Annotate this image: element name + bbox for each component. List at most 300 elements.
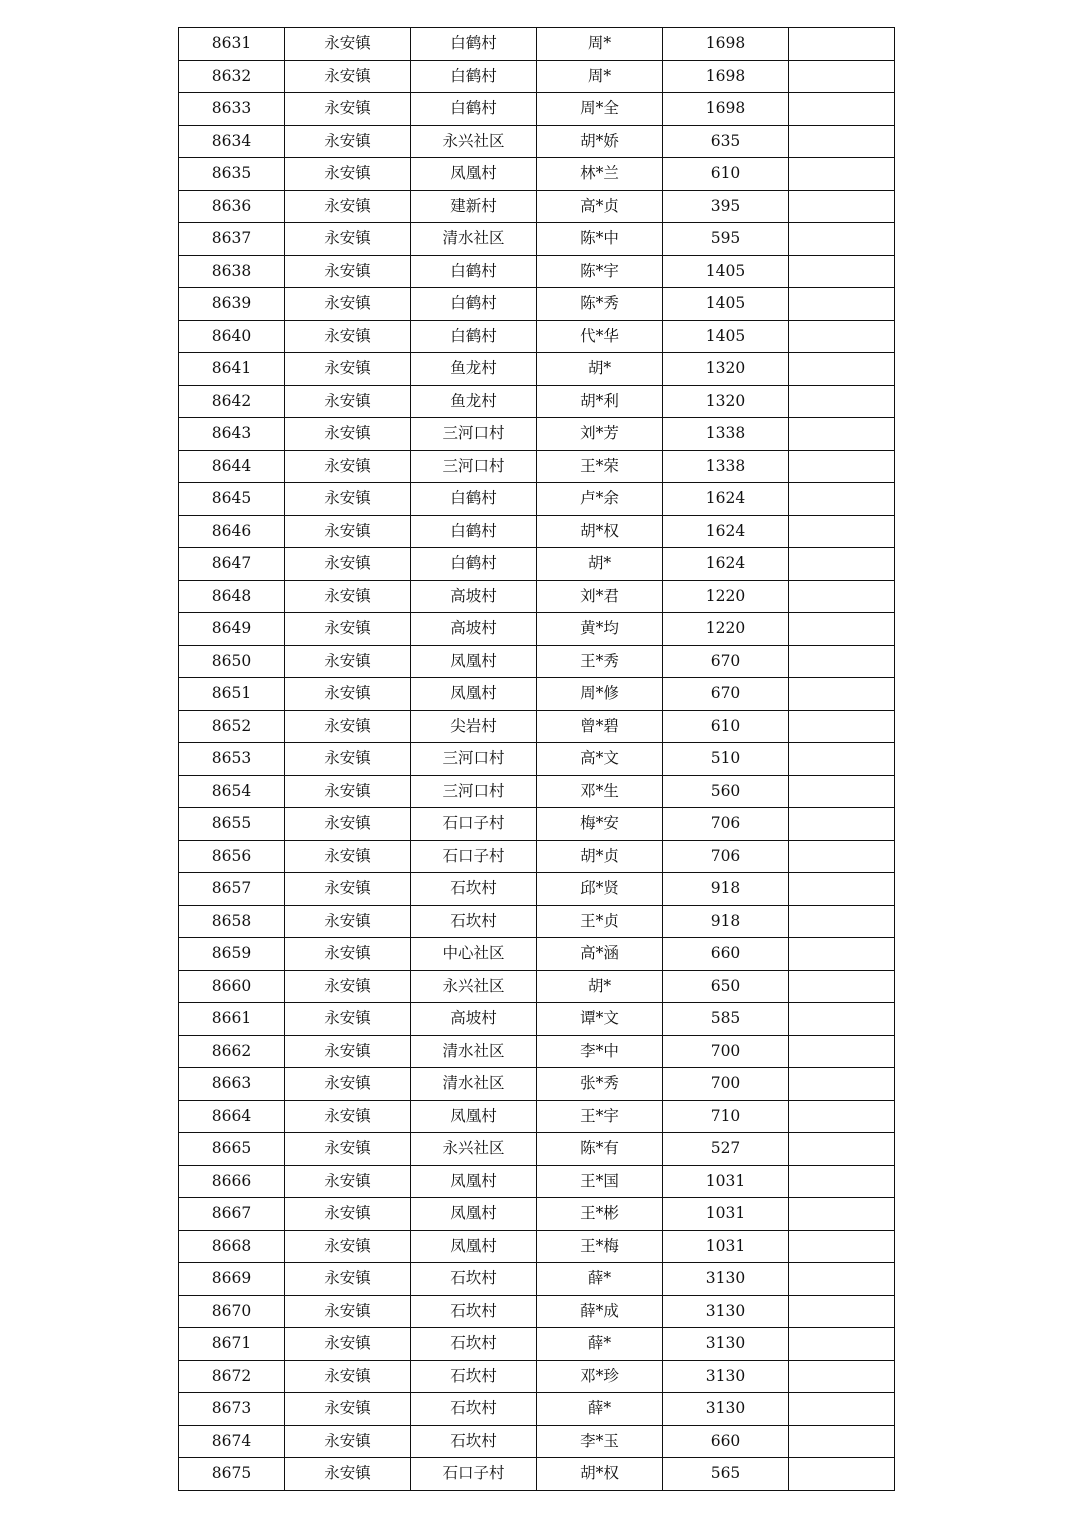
table-row: [179, 450, 895, 483]
serial-cell: 8674: [179, 1425, 285, 1458]
amount-cell: 527: [663, 1133, 789, 1166]
village-cell: 石坎村: [411, 1295, 537, 1328]
remark-cell: [789, 1425, 895, 1458]
village-cell: 石坎村: [411, 1393, 537, 1426]
table-row: [179, 1393, 895, 1426]
serial-cell: 8675: [179, 1458, 285, 1491]
serial-cell: 8664: [179, 1100, 285, 1133]
remark-cell: [789, 1458, 895, 1491]
village-cell: 清水社区: [411, 223, 537, 256]
amount-cell: 660: [663, 938, 789, 971]
remark-cell: [789, 158, 895, 191]
town-cell: 永安镇: [285, 1295, 411, 1328]
remark-cell: [789, 1035, 895, 1068]
remark-cell: [789, 1133, 895, 1166]
remark-cell: [789, 353, 895, 386]
remark-cell: [789, 1295, 895, 1328]
remark-cell: [789, 28, 895, 61]
name-cell: 陈*宇: [537, 255, 663, 288]
table-row: [179, 743, 895, 776]
amount-cell: 1220: [663, 613, 789, 646]
town-cell: 永安镇: [285, 223, 411, 256]
village-cell: 石坎村: [411, 873, 537, 906]
name-cell: 王*秀: [537, 645, 663, 678]
table-row: [179, 93, 895, 126]
town-cell: 永安镇: [285, 613, 411, 646]
village-cell: 中心社区: [411, 938, 537, 971]
amount-cell: 3130: [663, 1360, 789, 1393]
town-cell: 永安镇: [285, 1263, 411, 1296]
serial-cell: 8640: [179, 320, 285, 353]
table-row: [179, 1458, 895, 1491]
village-cell: 白鹤村: [411, 288, 537, 321]
town-cell: 永安镇: [285, 678, 411, 711]
serial-cell: 8660: [179, 970, 285, 1003]
remark-cell: [789, 1003, 895, 1036]
amount-cell: 918: [663, 905, 789, 938]
town-cell: 永安镇: [285, 1198, 411, 1231]
remark-cell: [789, 808, 895, 841]
amount-cell: 1031: [663, 1165, 789, 1198]
remark-cell: [789, 775, 895, 808]
serial-cell: 8656: [179, 840, 285, 873]
table-row: [179, 515, 895, 548]
name-cell: 周*: [537, 28, 663, 61]
town-cell: 永安镇: [285, 1360, 411, 1393]
amount-cell: 670: [663, 678, 789, 711]
table-row: [179, 678, 895, 711]
village-cell: 石坎村: [411, 1328, 537, 1361]
remark-cell: [789, 93, 895, 126]
village-cell: 鱼龙村: [411, 353, 537, 386]
amount-cell: 3130: [663, 1328, 789, 1361]
table-row: [179, 905, 895, 938]
village-cell: 鱼龙村: [411, 385, 537, 418]
name-cell: 王*梅: [537, 1230, 663, 1263]
village-cell: 凤凰村: [411, 678, 537, 711]
town-cell: 永安镇: [285, 28, 411, 61]
village-cell: 三河口村: [411, 743, 537, 776]
name-cell: 胡*权: [537, 515, 663, 548]
village-cell: 清水社区: [411, 1035, 537, 1068]
village-cell: 石坎村: [411, 1360, 537, 1393]
remark-cell: [789, 60, 895, 93]
table-row: [179, 613, 895, 646]
name-cell: 陈*中: [537, 223, 663, 256]
table-row: [179, 385, 895, 418]
town-cell: 永安镇: [285, 548, 411, 581]
town-cell: 永安镇: [285, 93, 411, 126]
village-cell: 凤凰村: [411, 158, 537, 191]
serial-cell: 8636: [179, 190, 285, 223]
remark-cell: [789, 580, 895, 613]
serial-cell: 8638: [179, 255, 285, 288]
serial-cell: 8646: [179, 515, 285, 548]
name-cell: 胡*权: [537, 1458, 663, 1491]
table-row: [179, 1295, 895, 1328]
amount-cell: 1624: [663, 483, 789, 516]
village-cell: 高坡村: [411, 613, 537, 646]
name-cell: 邱*贤: [537, 873, 663, 906]
serial-cell: 8658: [179, 905, 285, 938]
table-row: [179, 1003, 895, 1036]
serial-cell: 8647: [179, 548, 285, 581]
village-cell: 凤凰村: [411, 1165, 537, 1198]
remark-cell: [789, 1165, 895, 1198]
name-cell: 高*贞: [537, 190, 663, 223]
table-row: [179, 1263, 895, 1296]
name-cell: 胡*贞: [537, 840, 663, 873]
remark-cell: [789, 1230, 895, 1263]
amount-cell: 710: [663, 1100, 789, 1133]
remark-cell: [789, 678, 895, 711]
town-cell: 永安镇: [285, 1393, 411, 1426]
town-cell: 永安镇: [285, 580, 411, 613]
town-cell: 永安镇: [285, 385, 411, 418]
serial-cell: 8668: [179, 1230, 285, 1263]
serial-cell: 8669: [179, 1263, 285, 1296]
table-row: [179, 938, 895, 971]
remark-cell: [789, 905, 895, 938]
serial-cell: 8644: [179, 450, 285, 483]
village-cell: 凤凰村: [411, 1230, 537, 1263]
town-cell: 永安镇: [285, 1068, 411, 1101]
table-row: [179, 223, 895, 256]
serial-cell: 8634: [179, 125, 285, 158]
amount-cell: 700: [663, 1035, 789, 1068]
serial-cell: 8663: [179, 1068, 285, 1101]
remark-cell: [789, 970, 895, 1003]
remark-cell: [789, 255, 895, 288]
village-cell: 白鹤村: [411, 483, 537, 516]
amount-cell: 1031: [663, 1230, 789, 1263]
town-cell: 永安镇: [285, 938, 411, 971]
serial-cell: 8631: [179, 28, 285, 61]
name-cell: 胡*: [537, 548, 663, 581]
remark-cell: [789, 1100, 895, 1133]
village-cell: 石口子村: [411, 840, 537, 873]
village-cell: 三河口村: [411, 418, 537, 451]
amount-cell: 1320: [663, 353, 789, 386]
table-row: [179, 645, 895, 678]
town-cell: 永安镇: [285, 840, 411, 873]
town-cell: 永安镇: [285, 125, 411, 158]
table-row: [179, 1328, 895, 1361]
table-row: [179, 1133, 895, 1166]
town-cell: 永安镇: [285, 1165, 411, 1198]
serial-cell: 8652: [179, 710, 285, 743]
town-cell: 永安镇: [285, 1425, 411, 1458]
village-cell: 高坡村: [411, 580, 537, 613]
village-cell: 凤凰村: [411, 1198, 537, 1231]
table-row: [179, 288, 895, 321]
serial-cell: 8662: [179, 1035, 285, 1068]
amount-cell: 706: [663, 808, 789, 841]
village-cell: 石口子村: [411, 1458, 537, 1491]
town-cell: 永安镇: [285, 873, 411, 906]
table-body: [179, 28, 895, 1491]
remark-cell: [789, 873, 895, 906]
name-cell: 林*兰: [537, 158, 663, 191]
serial-cell: 8632: [179, 60, 285, 93]
table-row: [179, 125, 895, 158]
town-cell: 永安镇: [285, 905, 411, 938]
serial-cell: 8639: [179, 288, 285, 321]
name-cell: 周*修: [537, 678, 663, 711]
table-row: [179, 775, 895, 808]
name-cell: 胡*: [537, 970, 663, 1003]
town-cell: 永安镇: [285, 60, 411, 93]
amount-cell: 610: [663, 710, 789, 743]
serial-cell: 8641: [179, 353, 285, 386]
amount-cell: 1624: [663, 515, 789, 548]
remark-cell: [789, 1198, 895, 1231]
amount-cell: 635: [663, 125, 789, 158]
name-cell: 薛*成: [537, 1295, 663, 1328]
town-cell: 永安镇: [285, 353, 411, 386]
amount-cell: 560: [663, 775, 789, 808]
name-cell: 谭*文: [537, 1003, 663, 1036]
remark-cell: [789, 840, 895, 873]
remark-cell: [789, 450, 895, 483]
name-cell: 卢*余: [537, 483, 663, 516]
village-cell: 永兴社区: [411, 125, 537, 158]
town-cell: 永安镇: [285, 710, 411, 743]
town-cell: 永安镇: [285, 158, 411, 191]
amount-cell: 395: [663, 190, 789, 223]
amount-cell: 700: [663, 1068, 789, 1101]
serial-cell: 8654: [179, 775, 285, 808]
town-cell: 永安镇: [285, 1100, 411, 1133]
amount-cell: 650: [663, 970, 789, 1003]
serial-cell: 8657: [179, 873, 285, 906]
table-row: [179, 548, 895, 581]
serial-cell: 8665: [179, 1133, 285, 1166]
remark-cell: [789, 125, 895, 158]
table-row: [179, 353, 895, 386]
table-row: [179, 1230, 895, 1263]
name-cell: 邓*生: [537, 775, 663, 808]
town-cell: 永安镇: [285, 970, 411, 1003]
village-cell: 凤凰村: [411, 645, 537, 678]
serial-cell: 8643: [179, 418, 285, 451]
village-cell: 石口子村: [411, 808, 537, 841]
remark-cell: [789, 645, 895, 678]
amount-cell: 510: [663, 743, 789, 776]
amount-cell: 1338: [663, 418, 789, 451]
table-row: [179, 710, 895, 743]
amount-cell: 1624: [663, 548, 789, 581]
serial-cell: 8645: [179, 483, 285, 516]
town-cell: 永安镇: [285, 320, 411, 353]
amount-cell: 595: [663, 223, 789, 256]
serial-cell: 8667: [179, 1198, 285, 1231]
village-cell: 永兴社区: [411, 1133, 537, 1166]
village-cell: 高坡村: [411, 1003, 537, 1036]
remark-cell: [789, 710, 895, 743]
data-table: [178, 27, 895, 1491]
name-cell: 高*涵: [537, 938, 663, 971]
remark-cell: [789, 483, 895, 516]
remark-cell: [789, 223, 895, 256]
table-row: [179, 158, 895, 191]
amount-cell: 1405: [663, 255, 789, 288]
town-cell: 永安镇: [285, 515, 411, 548]
village-cell: 白鹤村: [411, 28, 537, 61]
amount-cell: 670: [663, 645, 789, 678]
village-cell: 建新村: [411, 190, 537, 223]
village-cell: 白鹤村: [411, 320, 537, 353]
village-cell: 白鹤村: [411, 515, 537, 548]
table-row: [179, 320, 895, 353]
name-cell: 周*全: [537, 93, 663, 126]
table-row: [179, 808, 895, 841]
amount-cell: 585: [663, 1003, 789, 1036]
town-cell: 永安镇: [285, 645, 411, 678]
name-cell: 邓*珍: [537, 1360, 663, 1393]
name-cell: 周*: [537, 60, 663, 93]
name-cell: 李*玉: [537, 1425, 663, 1458]
remark-cell: [789, 288, 895, 321]
amount-cell: 918: [663, 873, 789, 906]
table-row: [179, 873, 895, 906]
serial-cell: 8661: [179, 1003, 285, 1036]
village-cell: 石坎村: [411, 1263, 537, 1296]
name-cell: 刘*君: [537, 580, 663, 613]
name-cell: 薛*: [537, 1328, 663, 1361]
town-cell: 永安镇: [285, 1458, 411, 1491]
name-cell: 梅*安: [537, 808, 663, 841]
name-cell: 刘*芳: [537, 418, 663, 451]
remark-cell: [789, 1393, 895, 1426]
name-cell: 胡*娇: [537, 125, 663, 158]
amount-cell: 1405: [663, 320, 789, 353]
town-cell: 永安镇: [285, 288, 411, 321]
serial-cell: 8637: [179, 223, 285, 256]
name-cell: 王*贞: [537, 905, 663, 938]
name-cell: 高*文: [537, 743, 663, 776]
remark-cell: [789, 320, 895, 353]
table-row: [179, 1425, 895, 1458]
table-row: [179, 1165, 895, 1198]
name-cell: 黄*均: [537, 613, 663, 646]
remark-cell: [789, 1068, 895, 1101]
village-cell: 永兴社区: [411, 970, 537, 1003]
town-cell: 永安镇: [285, 418, 411, 451]
serial-cell: 8659: [179, 938, 285, 971]
amount-cell: 3130: [663, 1295, 789, 1328]
remark-cell: [789, 743, 895, 776]
amount-cell: 1320: [663, 385, 789, 418]
table-row: [179, 840, 895, 873]
serial-cell: 8673: [179, 1393, 285, 1426]
village-cell: 石坎村: [411, 905, 537, 938]
name-cell: 王*荣: [537, 450, 663, 483]
amount-cell: 1698: [663, 28, 789, 61]
amount-cell: 1698: [663, 60, 789, 93]
town-cell: 永安镇: [285, 450, 411, 483]
town-cell: 永安镇: [285, 1035, 411, 1068]
name-cell: 薛*: [537, 1393, 663, 1426]
amount-cell: 1031: [663, 1198, 789, 1231]
amount-cell: 610: [663, 158, 789, 191]
town-cell: 永安镇: [285, 775, 411, 808]
town-cell: 永安镇: [285, 1003, 411, 1036]
name-cell: 张*秀: [537, 1068, 663, 1101]
table-row: [179, 1360, 895, 1393]
remark-cell: [789, 1328, 895, 1361]
remark-cell: [789, 613, 895, 646]
name-cell: 薛*: [537, 1263, 663, 1296]
table-row: [179, 60, 895, 93]
remark-cell: [789, 1263, 895, 1296]
serial-cell: 8633: [179, 93, 285, 126]
name-cell: 曾*碧: [537, 710, 663, 743]
village-cell: 白鹤村: [411, 93, 537, 126]
remark-cell: [789, 1360, 895, 1393]
amount-cell: 1338: [663, 450, 789, 483]
serial-cell: 8635: [179, 158, 285, 191]
serial-cell: 8655: [179, 808, 285, 841]
name-cell: 代*华: [537, 320, 663, 353]
table-row: [179, 1068, 895, 1101]
remark-cell: [789, 548, 895, 581]
village-cell: 石坎村: [411, 1425, 537, 1458]
table-row: [179, 1198, 895, 1231]
village-cell: 凤凰村: [411, 1100, 537, 1133]
remark-cell: [789, 938, 895, 971]
amount-cell: 3130: [663, 1263, 789, 1296]
table-row: [179, 580, 895, 613]
amount-cell: 1698: [663, 93, 789, 126]
serial-cell: 8650: [179, 645, 285, 678]
table-row: [179, 255, 895, 288]
amount-cell: 1405: [663, 288, 789, 321]
town-cell: 永安镇: [285, 743, 411, 776]
serial-cell: 8671: [179, 1328, 285, 1361]
name-cell: 李*中: [537, 1035, 663, 1068]
amount-cell: 1220: [663, 580, 789, 613]
remark-cell: [789, 385, 895, 418]
name-cell: 王*彬: [537, 1198, 663, 1231]
village-cell: 三河口村: [411, 775, 537, 808]
name-cell: 王*国: [537, 1165, 663, 1198]
village-cell: 三河口村: [411, 450, 537, 483]
serial-cell: 8651: [179, 678, 285, 711]
amount-cell: 660: [663, 1425, 789, 1458]
table-row: [179, 1035, 895, 1068]
town-cell: 永安镇: [285, 1133, 411, 1166]
name-cell: 陈*秀: [537, 288, 663, 321]
village-cell: 白鹤村: [411, 255, 537, 288]
town-cell: 永安镇: [285, 1230, 411, 1263]
amount-cell: 565: [663, 1458, 789, 1491]
serial-cell: 8648: [179, 580, 285, 613]
town-cell: 永安镇: [285, 483, 411, 516]
remark-cell: [789, 418, 895, 451]
serial-cell: 8642: [179, 385, 285, 418]
serial-cell: 8653: [179, 743, 285, 776]
serial-cell: 8672: [179, 1360, 285, 1393]
remark-cell: [789, 190, 895, 223]
serial-cell: 8666: [179, 1165, 285, 1198]
table-row: [179, 28, 895, 61]
village-cell: 白鹤村: [411, 60, 537, 93]
serial-cell: 8649: [179, 613, 285, 646]
table-row: [179, 418, 895, 451]
town-cell: 永安镇: [285, 255, 411, 288]
name-cell: 陈*有: [537, 1133, 663, 1166]
